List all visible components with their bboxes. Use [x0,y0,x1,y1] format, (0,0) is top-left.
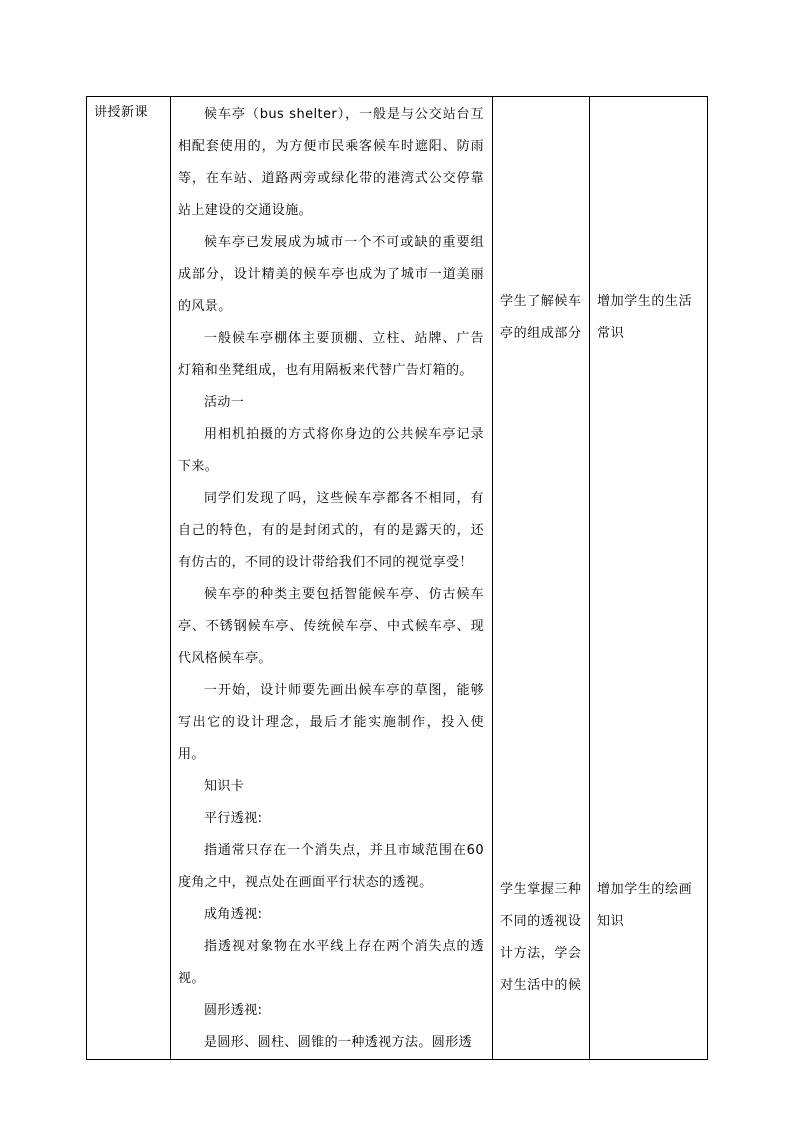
content-paragraph: 平行透视: [204,811,263,826]
student-activity-1: 学生了解候车亭的组成部分 [500,294,582,341]
student-activity-2: 学生掌握三种不同的透视设计方法，学会对生活中的候 [500,882,582,993]
stage-cell [87,97,171,1060]
content-paragraph: 用相机拍摄的方式将你身边的公共候车亭记录下来。 [178,427,484,474]
stage-label: 讲授新课 [94,105,149,120]
table-row [87,97,708,1060]
content-paragraph: 一开始，设计师要先画出候车亭的草图，能够写出它的设计理念，最后才能实施制作，投入使用。 [178,683,484,762]
design-intent-cell [590,97,708,1060]
content-paragraph: 候车亭（bus shelter），一般是与公交站台互相配套使用的，为方便市民乘客候车时遮阳、防雨等，在车站、道路两旁或绿化带的港湾式公交停靠站上建设的交通设施。 [178,107,484,218]
content-paragraph: 知识卡 [204,779,245,794]
content-paragraph: 指透视对象物在水平线上存在两个消失点的透视。 [178,939,484,986]
lesson-plan-table [86,96,708,1060]
design-intent-1: 增加学生的生活常识 [597,294,693,341]
content-paragraph: 候车亭已发展成为城市一个不可或缺的重要组成部分，设计精美的候车亭也成为了城市一道美丽的风景。 [178,235,484,314]
content-paragraph: 候车亭的种类主要包括智能候车亭、仿古候车亭、不锈钢候车亭、传统候车亭、中式候车亭、现代风格候车亭。 [178,587,484,666]
design-intent-2: 增加学生的绘画知识 [597,882,693,929]
content-paragraph: 同学们发现了吗，这些候车亭都各不相同，有自己的特色，有的是封闭式的，有的是露天的，还有仿古的，不同的设计带给我们不同的视觉享受！ [178,491,484,570]
content-paragraph: 一般候车亭棚体主要顶棚、立柱、站牌、广告灯箱和坐凳组成，也有用隔板来代替广告灯箱的。 [178,331,484,378]
content-paragraph: 活动一 [204,395,245,410]
student-activity-cell [493,97,590,1060]
content-paragraph: 成角透视: [204,907,263,922]
content-paragraph: 是圆形、圆柱、圆锥的一种透视方法。圆形透 [204,1035,473,1050]
content-cell [171,97,493,1060]
teaching-content [171,97,492,1059]
content-paragraph: 指通常只存在一个消失点，并且市域范围在60度角之中，视点处在画面平行状态的透视。 [178,843,484,890]
content-paragraph: 圆形透视: [204,1003,263,1018]
